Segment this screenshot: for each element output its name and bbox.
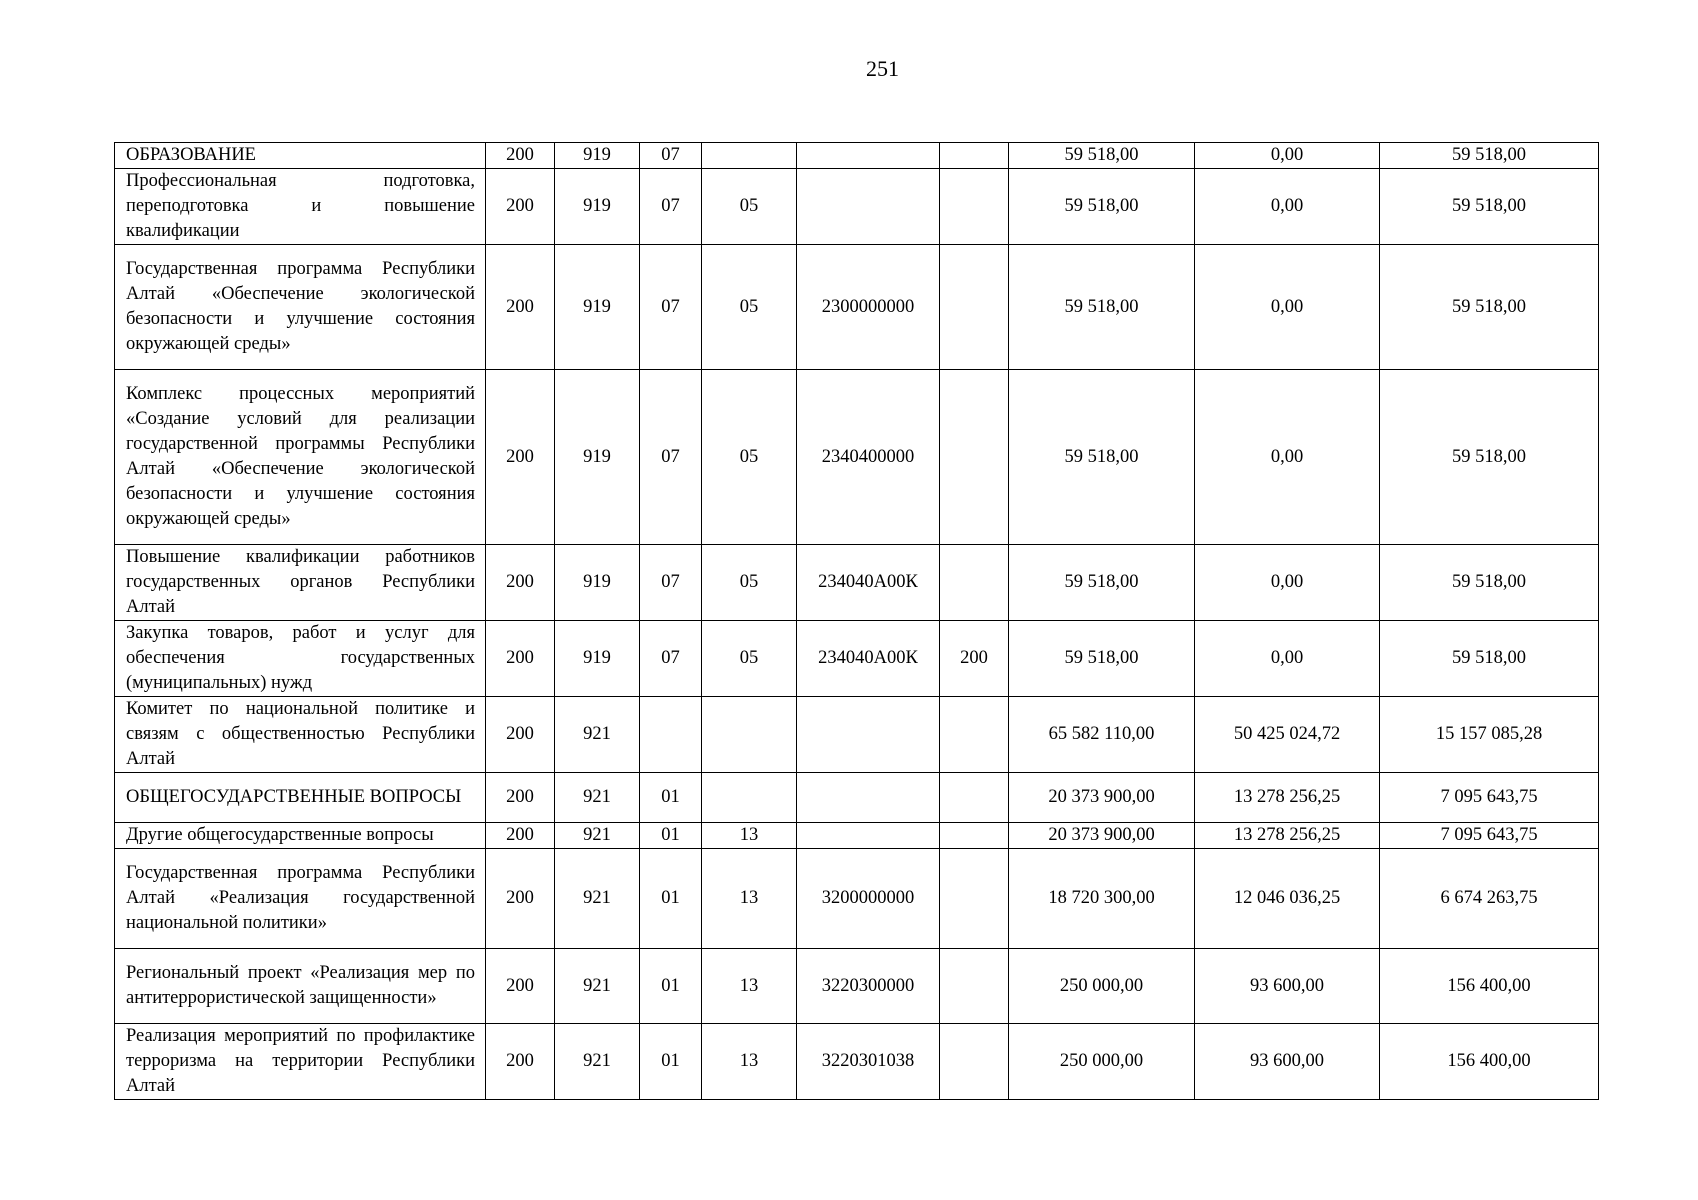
ved-cell: 919 [555, 143, 640, 169]
pr-cell: 05 [702, 621, 797, 697]
sum1-cell: 59 518,00 [1009, 621, 1195, 697]
rz-cell: 07 [640, 245, 702, 370]
vr-cell [940, 370, 1009, 545]
rz-cell [640, 697, 702, 773]
ved-cell: 921 [555, 773, 640, 823]
sum3-cell: 59 518,00 [1380, 245, 1599, 370]
sum1-cell: 250 000,00 [1009, 949, 1195, 1024]
rz-cell: 07 [640, 169, 702, 245]
sum3-cell: 7 095 643,75 [1380, 773, 1599, 823]
glava-cell: 200 [486, 545, 555, 621]
name-cell: Государственная программа Республики Алтай «Реализация государственной национальной политики» [115, 849, 486, 949]
table-row [115, 949, 1599, 1024]
name-cell: Комплекс процессных мероприятий «Создание условий для реализации государственной программы Республики Алтай «Обеспечение экологической безопасности и улучшение состояния окружающей среды» [115, 370, 486, 545]
table-body [115, 143, 1599, 1100]
glava-cell: 200 [486, 169, 555, 245]
sum2-cell: 0,00 [1195, 621, 1380, 697]
csr-cell [797, 143, 940, 169]
rz-cell: 01 [640, 949, 702, 1024]
ved-cell: 919 [555, 545, 640, 621]
glava-cell: 200 [486, 1024, 555, 1100]
sum1-cell: 59 518,00 [1009, 370, 1195, 545]
name-cell: ОБРАЗОВАНИЕ [115, 143, 486, 169]
csr-cell [797, 773, 940, 823]
glava-cell: 200 [486, 949, 555, 1024]
sum3-cell: 59 518,00 [1380, 621, 1599, 697]
csr-cell: 2340400000 [797, 370, 940, 545]
csr-cell: 3200000000 [797, 849, 940, 949]
sum1-cell: 59 518,00 [1009, 245, 1195, 370]
glava-cell: 200 [486, 245, 555, 370]
table-row [115, 849, 1599, 949]
sum1-cell: 59 518,00 [1009, 143, 1195, 169]
ved-cell: 919 [555, 370, 640, 545]
sum2-cell: 0,00 [1195, 370, 1380, 545]
sum3-cell: 15 157 085,28 [1380, 697, 1599, 773]
rz-cell: 07 [640, 621, 702, 697]
sum1-cell: 20 373 900,00 [1009, 773, 1195, 823]
pr-cell: 13 [702, 949, 797, 1024]
name-cell: Повышение квалификации работников государственных органов Республики Алтай [115, 545, 486, 621]
pr-cell [702, 143, 797, 169]
name-cell: Профессиональная подготовка, переподготовка и повышение квалификации [115, 169, 486, 245]
pr-cell: 05 [702, 545, 797, 621]
sum2-cell: 0,00 [1195, 169, 1380, 245]
name-cell: Реализация мероприятий по профилактике терроризма на территории Республики Алтай [115, 1024, 486, 1100]
sum1-cell: 20 373 900,00 [1009, 823, 1195, 849]
vr-cell [940, 949, 1009, 1024]
table-row [115, 1024, 1599, 1100]
pr-cell [702, 697, 797, 773]
csr-cell [797, 697, 940, 773]
vr-cell [940, 697, 1009, 773]
sum1-cell: 65 582 110,00 [1009, 697, 1195, 773]
rz-cell: 07 [640, 370, 702, 545]
name-cell: ОБЩЕГОСУДАРСТВЕННЫЕ ВОПРОСЫ [115, 773, 486, 823]
sum3-cell: 59 518,00 [1380, 169, 1599, 245]
vr-cell [940, 1024, 1009, 1100]
pr-cell: 13 [702, 1024, 797, 1100]
vr-cell [940, 823, 1009, 849]
vr-cell [940, 169, 1009, 245]
sum2-cell: 0,00 [1195, 545, 1380, 621]
ved-cell: 921 [555, 949, 640, 1024]
table-row [115, 169, 1599, 245]
sum2-cell: 93 600,00 [1195, 949, 1380, 1024]
table-row [115, 773, 1599, 823]
sum2-cell: 13 278 256,25 [1195, 773, 1380, 823]
table-row [115, 697, 1599, 773]
ved-cell: 921 [555, 823, 640, 849]
rz-cell: 07 [640, 143, 702, 169]
vr-cell: 200 [940, 621, 1009, 697]
sum3-cell: 156 400,00 [1380, 1024, 1599, 1100]
name-cell: Комитет по национальной политике и связям с общественностью Республики Алтай [115, 697, 486, 773]
sum1-cell: 59 518,00 [1009, 545, 1195, 621]
csr-cell: 3220301038 [797, 1024, 940, 1100]
ved-cell: 919 [555, 621, 640, 697]
ved-cell: 921 [555, 1024, 640, 1100]
sum2-cell: 13 278 256,25 [1195, 823, 1380, 849]
rz-cell: 01 [640, 823, 702, 849]
glava-cell: 200 [486, 143, 555, 169]
sum3-cell: 156 400,00 [1380, 949, 1599, 1024]
rz-cell: 01 [640, 1024, 702, 1100]
glava-cell: 200 [486, 849, 555, 949]
sum1-cell: 18 720 300,00 [1009, 849, 1195, 949]
glava-cell: 200 [486, 370, 555, 545]
csr-cell: 234040А00К [797, 621, 940, 697]
name-cell: Государственная программа Республики Алтай «Обеспечение экологической безопасности и улучшение состояния окружающей среды» [115, 245, 486, 370]
table-row [115, 621, 1599, 697]
csr-cell [797, 169, 940, 245]
pr-cell: 05 [702, 370, 797, 545]
csr-cell: 2300000000 [797, 245, 940, 370]
name-cell: Закупка товаров, работ и услуг для обеспечения государственных (муниципальных) нужд [115, 621, 486, 697]
pr-cell: 13 [702, 849, 797, 949]
table-row [115, 545, 1599, 621]
table-row [115, 370, 1599, 545]
glava-cell: 200 [486, 773, 555, 823]
vr-cell [940, 773, 1009, 823]
table-row [115, 245, 1599, 370]
name-cell: Другие общегосударственные вопросы [115, 823, 486, 849]
sum1-cell: 250 000,00 [1009, 1024, 1195, 1100]
pr-cell: 05 [702, 169, 797, 245]
table-row [115, 823, 1599, 849]
vr-cell [940, 245, 1009, 370]
rz-cell: 01 [640, 849, 702, 949]
ved-cell: 921 [555, 849, 640, 949]
sum2-cell: 93 600,00 [1195, 1024, 1380, 1100]
sum3-cell: 59 518,00 [1380, 143, 1599, 169]
table-row [115, 143, 1599, 169]
vr-cell [940, 849, 1009, 949]
sum1-cell: 59 518,00 [1009, 169, 1195, 245]
ved-cell: 919 [555, 169, 640, 245]
sum3-cell: 59 518,00 [1380, 545, 1599, 621]
glava-cell: 200 [486, 823, 555, 849]
rz-cell: 07 [640, 545, 702, 621]
csr-cell [797, 823, 940, 849]
sum3-cell: 59 518,00 [1380, 370, 1599, 545]
sum2-cell: 12 046 036,25 [1195, 849, 1380, 949]
sum2-cell: 50 425 024,72 [1195, 697, 1380, 773]
sum2-cell: 0,00 [1195, 143, 1380, 169]
csr-cell: 3220300000 [797, 949, 940, 1024]
vr-cell [940, 545, 1009, 621]
pr-cell [702, 773, 797, 823]
pr-cell: 05 [702, 245, 797, 370]
budget-table [114, 142, 1599, 1100]
rz-cell: 01 [640, 773, 702, 823]
glava-cell: 200 [486, 621, 555, 697]
ved-cell: 919 [555, 245, 640, 370]
sum3-cell: 7 095 643,75 [1380, 823, 1599, 849]
pr-cell: 13 [702, 823, 797, 849]
sum2-cell: 0,00 [1195, 245, 1380, 370]
page-number: 251 [866, 56, 899, 81]
vr-cell [940, 143, 1009, 169]
sum3-cell: 6 674 263,75 [1380, 849, 1599, 949]
ved-cell: 921 [555, 697, 640, 773]
glava-cell: 200 [486, 697, 555, 773]
name-cell: Региональный проект «Реализация мер по антитеррористической защищенности» [115, 949, 486, 1024]
csr-cell: 234040А00К [797, 545, 940, 621]
